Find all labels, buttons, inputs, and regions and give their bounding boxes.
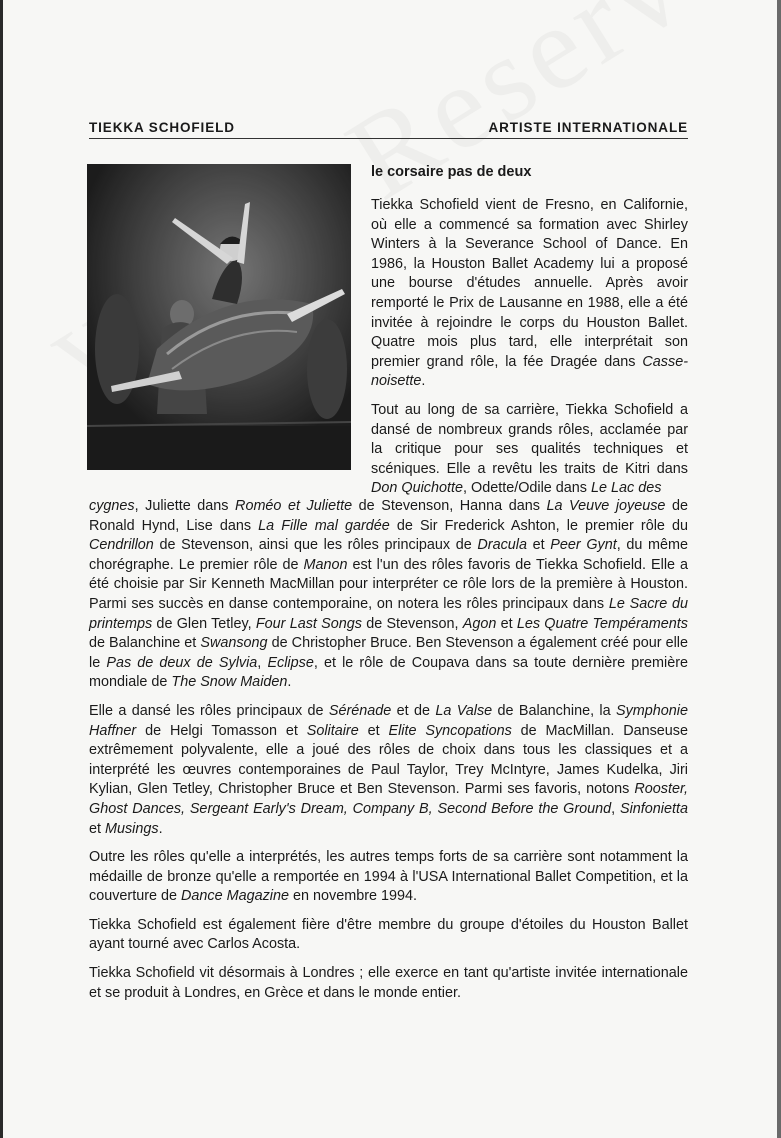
work-title: Symphonie Haffner [89, 702, 688, 739]
text-run: et [496, 615, 517, 632]
text-run: de Sir Frederick Ashton, le premier rôle du [389, 517, 688, 534]
text-run: Outre les rôles qu'elle a interprétés, les autres temps forts de sa carrière sont notamment la médaille de bronze qu'elle a remportée en 1994 à l'USA International Ballet Competition, et la couverture de [89, 849, 688, 905]
ballet-dancer-photo [87, 164, 351, 470]
paragraph-early-career [371, 196, 688, 392]
text-run: est l'un des rôles favoris de Tiekka Schofield. Elle a été choisie par Sir Kenneth MacMillan pour interpréter ce rôle lors de la première à Houston. Parmi ses succès en danse contemporaine, on notera les rôles principaux dans [89, 556, 688, 612]
work-title: La Fille mal gardée [258, 517, 390, 534]
text-run: . [158, 820, 163, 837]
running-header [89, 120, 688, 139]
piece-title: le corsaire pas de deux [371, 164, 532, 180]
text-run: et [358, 722, 389, 739]
work-title: Peer Gynt [550, 537, 617, 554]
work-title: Cendrillon [89, 537, 154, 554]
work-title: Dance Magazine [181, 888, 289, 905]
work-title: Sérénade [328, 702, 392, 719]
paragraph-repertoire [89, 702, 688, 839]
text-run: . [421, 373, 426, 390]
text-run: et [89, 820, 105, 837]
text-run: de Glen Tetley, [152, 615, 256, 632]
article-body-wide [89, 497, 688, 1012]
work-title: Manon [303, 556, 348, 573]
work-title: Elite Syncopations [388, 722, 512, 739]
work-title: Musings [105, 820, 159, 837]
text-run: , et le rôle de Coupava dans sa toute dernière première mondiale de [89, 654, 688, 691]
text-run: , Odette/Odile dans [463, 480, 591, 497]
text-run: , du même chorégraphe. Le premier rôle de [89, 537, 688, 573]
header-artist-name: TIEKKA SCHOFIELD [89, 120, 235, 135]
work-title: Swansong [200, 635, 268, 652]
text-run: en novembre 1994. [289, 888, 418, 905]
text-run: de Balanchine et [89, 635, 201, 652]
article-body [371, 196, 688, 499]
paragraph-roles-intro [371, 401, 688, 499]
text-run: de Christopher Bruce. Ben Stevenson a également créé pour elle le [89, 635, 689, 671]
work-title: Le Lac des [591, 480, 662, 497]
work-title: Roméo et Juliette [235, 498, 353, 514]
work-title: Solitaire [306, 722, 359, 739]
scan-edge-left [0, 0, 3, 1138]
header-section-title: ARTISTE INTERNATIONALE [488, 120, 688, 135]
work-title: Don Quichotte [371, 480, 463, 497]
text-run: de Stevenson, Hanna dans [352, 498, 547, 514]
work-title: Sinfonietta [619, 800, 688, 817]
work-title: Pas de deux de Sylvia [106, 654, 258, 671]
paragraph-roles [89, 497, 688, 693]
text-run: Tiekka Schofield vient de Fresno, en Californie, où elle a commencé sa formation avec Shirley Winters à la Severance School of Dance. En 1986, la Houston Ballet Academy lui a proposé une bourse d'études annuelle. Après avoir remporté le Prix de Lausanne en 1988, elle a été invitée à rejoindre le corps du Houston Ballet. Quatre mois plus tard, elle interprétait son premier grand rôle, la fée Dragée dans [371, 197, 688, 370]
text-run: Tout au long de sa carrière, Tiekka Schofield a dansé de nombreux grands rôles, acclamée par la critique pour ses qualités techniques et scéniques. Elle a revêtu les traits de Kitri dans [371, 401, 688, 477]
work-title: Rooster, Ghost Dances, Sergeant Early's Dream, Company B, Second Before the Ground [89, 781, 688, 817]
text-run: . [287, 674, 292, 691]
text-run: , [611, 800, 620, 817]
work-title: Four Last Songs [255, 615, 362, 632]
work-title: Dracula [477, 537, 527, 554]
work-title: cygnes [89, 498, 135, 514]
work-title: Casse-noisette [371, 353, 688, 390]
work-title: Les Quatre Tempéraments [516, 615, 688, 632]
text-run: Elle a dansé les rôles principaux de [89, 702, 329, 719]
scan-edge-right [777, 0, 781, 1138]
text-run: de Stevenson, [361, 615, 463, 632]
paragraph-highlights [89, 848, 688, 907]
text-run: , Juliette dans [134, 498, 236, 514]
text-run: de MacMillan. Danseuse extrêmement polyvalente, elle a joué des rôles de choix dans tous les classiques et a interprété les œuvres contemporaines de Paul Taylor, Trey McIntyre, James Kudelka, Jiri Kylian, Glen Tetley, Christopher Bruce et Ben Stevenson. Parmi ses favoris, notons [89, 722, 688, 798]
work-title: Agon [462, 615, 497, 632]
paragraph-tour: Tiekka Schofield est également fière d'être membre du groupe d'étoiles du Houston Ballet ayant tourné avec Carlos Acosta. [89, 916, 688, 953]
text-run: de Balanchine, la [492, 702, 616, 719]
text-run: , [257, 654, 268, 671]
text-run: de Ronald Hynd, Lise dans [89, 498, 688, 534]
text-run: et [526, 537, 551, 554]
work-title: La Veuve joyeuse [546, 498, 666, 514]
text-run: de Stevenson, ainsi que les rôles principaux de [153, 537, 478, 554]
text-run: et de [391, 702, 436, 719]
work-title: La Valse [435, 702, 493, 719]
work-title: The Snow Maiden [171, 674, 288, 691]
paragraph-current: Tiekka Schofield vit désormais à Londres ; elle exerce en tant qu'artiste invitée internationale et se produit à Londres, en Grèce et dans le monde entier. [89, 965, 688, 1001]
text-run: de Helgi Tomasson et [136, 722, 307, 739]
work-title: Le Sacre du printemps [89, 595, 688, 632]
photo-illustration-icon [87, 164, 351, 470]
work-title: Eclipse [267, 654, 314, 671]
